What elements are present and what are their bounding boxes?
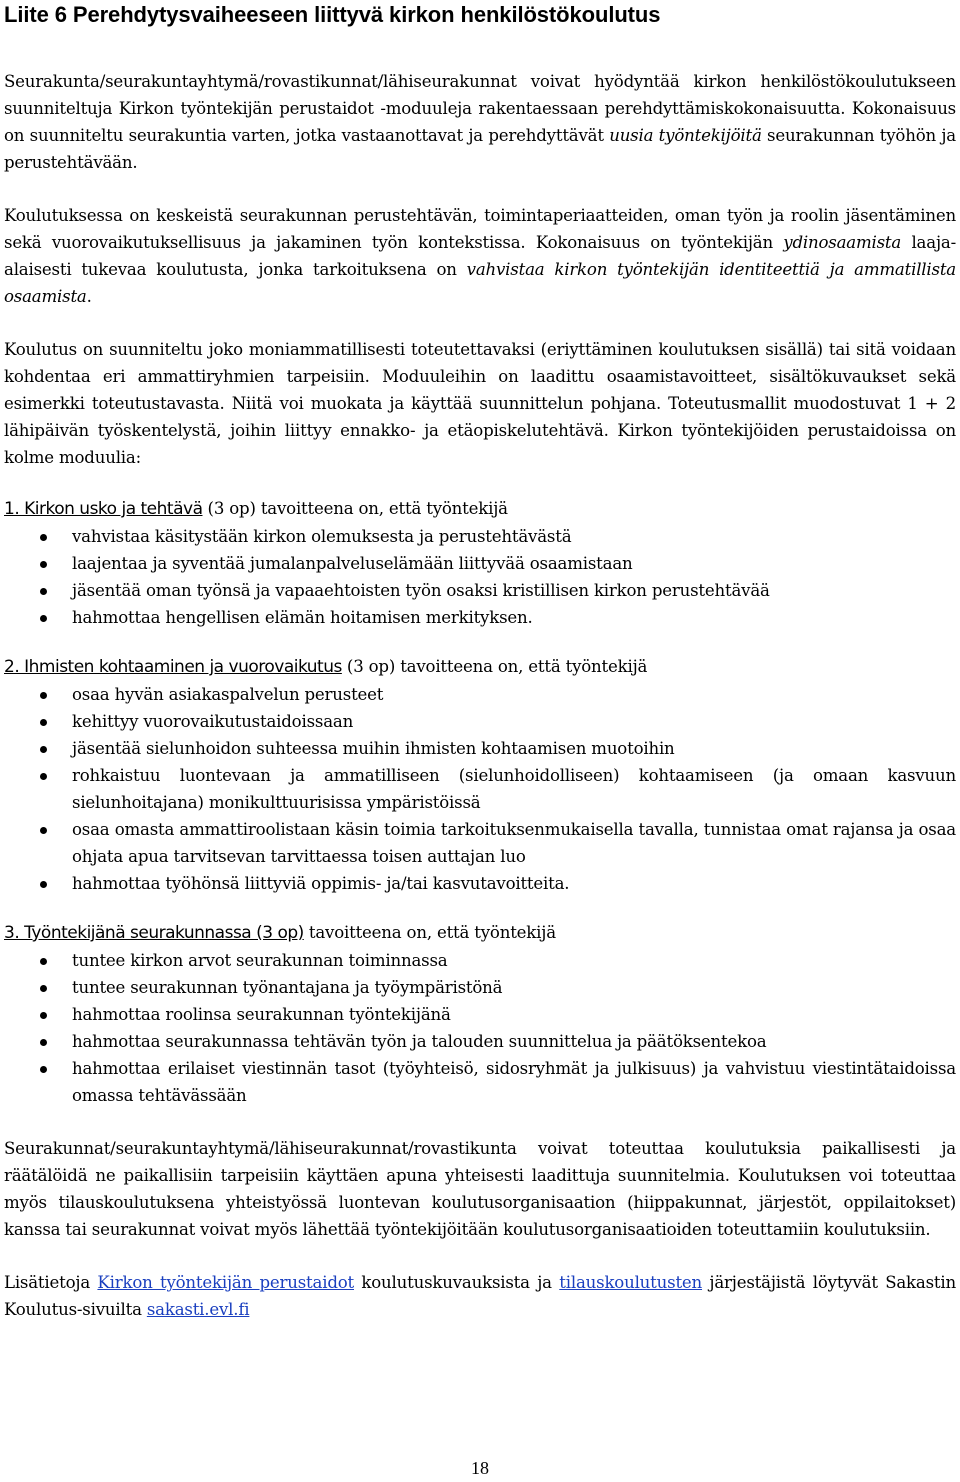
module-heading — [4, 653, 956, 681]
list-item-text: hahmottaa hengellisen elämän hoitamisen merkityksen. — [72, 608, 533, 627]
module-2 — [4, 653, 956, 897]
module-3 — [4, 919, 956, 1109]
list-item-text: jäsentää sielunhoidon suhteessa muihin ihmisten kohtaamisen muotoihin — [72, 739, 675, 758]
bullet-icon — [40, 615, 47, 622]
list-item-text: osaa hyvän asiakaspalvelun perusteet — [72, 685, 384, 704]
emphasis-text: uusia työntekijöitä — [609, 126, 762, 145]
list-item-text: hahmottaa erilaiset viestinnän tasot (työyhteisö, sidosryhmät ja julkisuus) ja vahvistuu viestintätaidoissa omassa tehtävässään — [72, 1059, 956, 1105]
module-title: 1. Kirkon usko ja tehtävä — [4, 499, 203, 519]
list-item-text: hahmottaa seurakunnassa tehtävän työn ja talouden suunnittelua ja päätöksentekoa — [72, 1032, 767, 1051]
list-item-text: hahmottaa työhönsä liittyviä oppimis- ja/tai kasvutavoitteita. — [72, 874, 570, 893]
paragraph-text: koulutuskuvauksista ja — [354, 1273, 560, 1292]
list-item — [4, 1055, 956, 1109]
module-title: 2. Ihmisten kohtaaminen ja vuorovaikutus — [4, 657, 342, 677]
paragraph-text: . — [86, 287, 92, 306]
list-item — [4, 523, 956, 550]
bullet-icon — [40, 534, 47, 541]
list-item — [4, 1001, 956, 1028]
paragraph-text: Seurakunta/seurakuntayhtymä/rovastikunnat/lähiseurakunnat voivat hyödyntää kirkon henkilöstökoulutukseen suunniteltuja Kirkon työntekijän perustaidot -moduuleja rakentaessaan perehdyttämiskokonaisuutta. Kokonaisuus on suunniteltu seurakuntia varten, jotka vastaanottavat ja perehdyttävät — [4, 72, 956, 145]
module-objectives-list — [4, 681, 956, 897]
list-item — [4, 870, 956, 897]
paragraph-structure: Koulutus on suunniteltu joko moniammatillisesti toteutettavaksi (eriyttäminen koulutuksen sisällä) tai sitä voidaan kohdentaa eri ammattiryhmien tarpeisiin. Moduuleihin on laadittu osaamistavoitteet, sisältökuvaukset sekä esimerkki toteutustavasta. Niitä voi muokata ja käyttää suunnittelun pohjana. Toteutusmallit muodostuvat 1 + 2 lähipäivän työskentelystä, joihin liittyy ennakko- ja etäopiskelutehtävä. Kirkon työntekijöiden perustaidoissa on kolme moduulia: — [4, 340, 956, 467]
paragraph-local-implementation: Seurakunnat/seurakuntayhtymä/lähiseurakunnat/rovastikunta voivat toteuttaa koulutuksia paikallisesti ja räätälöidä ne paikallisiin tarpeisiin käyttäen apuna yhteisesti laadittuja suunnitelmia. Koulutuksen voi toteuttaa myös tilauskoulutuksena yhteistyössä luontevan koulutusorganisaation (hiippakunnat, järjestöt, oppilaitokset) kanssa tai seurakunnat voivat myös lähettää työntekijöitään koulutusorganisaatioiden toteuttamiin koulutuksiin. — [4, 1139, 956, 1239]
page-number: 18 — [471, 1458, 489, 1478]
document-page — [4, 0, 956, 1323]
paragraph-text: Lisätietoja — [4, 1273, 98, 1292]
bullet-icon — [40, 746, 47, 753]
bullet-icon — [40, 1066, 47, 1073]
list-item-text: rohkaistuu luontevaan ja ammatilliseen (sielunhoidolliseen) kohtaamiseen (ja omaan kasvuun sielunhoitajana) monikulttuurisissa ympäristöissä — [72, 766, 956, 812]
list-item — [4, 762, 956, 816]
list-item-text: kehittyy vuorovaikutustaidoissaan — [72, 712, 354, 731]
list-item-text: osaa omasta ammattiroolistaan käsin toimia tarkoituksenmukaisella tavalla, tunnistaa omat rajansa ja osaa ohjata apua tarvitsevan tarvittaessa toisen auttajan luo — [72, 820, 956, 866]
module-heading-text: (3 op) tavoitteena on, että työntekijä — [341, 657, 648, 676]
paragraph-text: laaja-alaisesti tukevaa koulutusta, jonka tarkoituksena on — [4, 233, 956, 279]
list-item — [4, 550, 956, 577]
bullet-icon — [40, 1039, 47, 1046]
emphasis-text: ydinosaamista — [783, 233, 902, 252]
list-item — [4, 816, 956, 870]
link-tilauskoulutusten[interactable]: tilauskoulutusten — [559, 1273, 703, 1292]
bullet-icon — [40, 561, 47, 568]
module-heading — [4, 919, 956, 947]
paragraph-goals — [4, 202, 956, 310]
list-item — [4, 735, 956, 762]
list-item-text: tuntee kirkon arvot seurakunnan toiminnassa — [72, 951, 448, 970]
list-item-text: jäsentää oman työnsä ja vapaaehtoisten työn osaksi kristillisen kirkon perustehtävää — [72, 581, 770, 600]
list-item — [4, 604, 956, 631]
list-item-text: hahmottaa roolinsa seurakunnan työntekijänä — [72, 1005, 451, 1024]
bullet-icon — [40, 773, 47, 780]
list-item — [4, 681, 956, 708]
list-item — [4, 947, 956, 974]
bullet-icon — [40, 958, 47, 965]
module-heading-text: (3 op) tavoitteena on, että työntekijä — [202, 499, 508, 518]
module-title: 3. Työntekijänä seurakunnassa (3 op) — [4, 923, 304, 943]
list-item — [4, 974, 956, 1001]
module-objectives-list — [4, 523, 956, 631]
paragraph-text: seurakunnan työhön ja perustehtävään. — [4, 126, 956, 172]
paragraph-intro — [4, 68, 956, 176]
module-heading-text: tavoitteena on, että työntekijä — [303, 923, 556, 942]
list-item-text: laajentaa ja syventää jumalanpalveluselämään liittyvää osaamistaan — [72, 554, 633, 573]
list-item-text: tuntee seurakunnan työnantajana ja työympäristönä — [72, 978, 503, 997]
bullet-icon — [40, 827, 47, 834]
page-title: Liite 6 Perehdytysvaiheeseen liittyvä kirkon henkilöstökoulutus — [4, 2, 661, 27]
list-item-text: vahvistaa käsitystään kirkon olemuksesta ja perustehtävästä — [72, 527, 572, 546]
bullet-icon — [40, 692, 47, 699]
bullet-icon — [40, 588, 47, 595]
module-heading — [4, 495, 956, 523]
list-item — [4, 1028, 956, 1055]
bullet-icon — [40, 985, 47, 992]
link-sakasti[interactable]: sakasti.evl.fi — [146, 1300, 250, 1319]
link-kirkon-tyontekijan-perustaidot[interactable]: Kirkon työntekijän perustaidot — [97, 1273, 354, 1292]
bullet-icon — [40, 719, 47, 726]
paragraph-text: Koulutuksessa on keskeistä seurakunnan perustehtävän, toimintaperiaatteiden, oman työn ja roolin jäsentäminen sekä vuorovaikutuksellisuus ja jakaminen työn kontekstissa. Kokonaisuus on työntekijän — [4, 206, 956, 252]
emphasis-text: vahvistaa kirkon työntekijän identiteettiä ja ammatillista osaamista — [4, 260, 956, 306]
paragraph-more-info — [4, 1269, 956, 1323]
bullet-icon — [40, 1012, 47, 1019]
module-objectives-list — [4, 947, 956, 1109]
module-1 — [4, 495, 956, 631]
list-item — [4, 577, 956, 604]
bullet-icon — [40, 881, 47, 888]
paragraph-text: järjestäjistä löytyvät Sakastin Koulutus-sivuilta — [4, 1273, 956, 1319]
list-item — [4, 708, 956, 735]
